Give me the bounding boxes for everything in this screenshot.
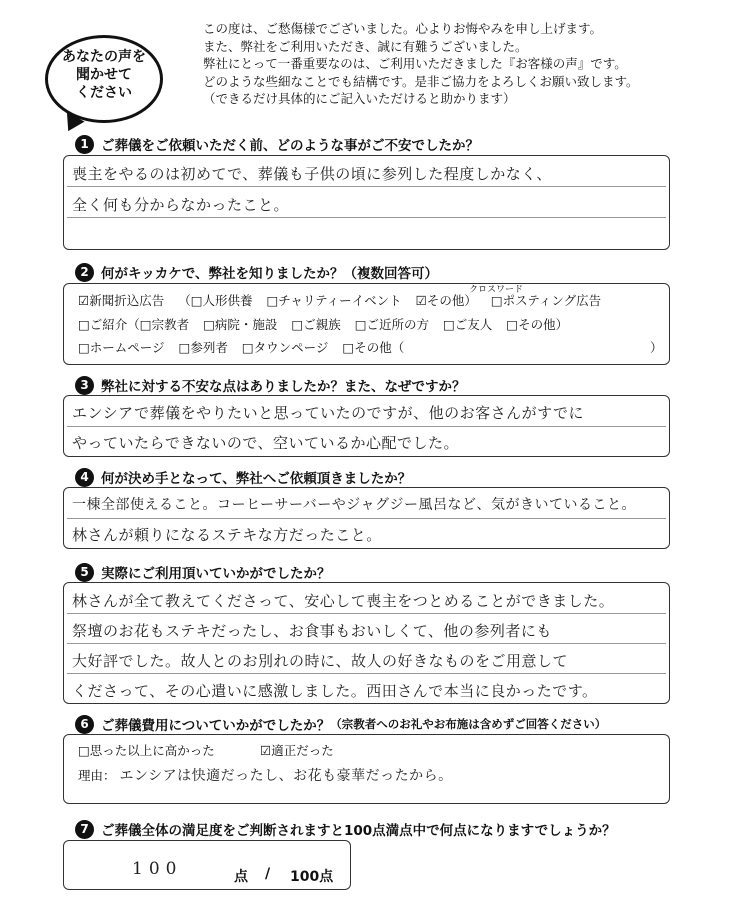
- question-number: 1: [75, 135, 94, 154]
- question-number: 4: [75, 468, 94, 487]
- question-4-heading: [75, 467, 411, 487]
- question-sublabel: （宗教者へのお礼やお布施は含めずご回答ください）: [330, 717, 607, 731]
- option-row: [78, 315, 578, 333]
- intro-line: また、弊社をご利用いただき、誠に有難うございました。: [203, 38, 528, 54]
- option-townpage[interactable]: □タウンページ: [241, 340, 329, 355]
- ruled-line: [67, 643, 666, 644]
- bubble-tail: [59, 112, 84, 136]
- options-box-2: [63, 283, 670, 365]
- question-number: 3: [75, 376, 94, 395]
- option-other[interactable]: □その他（: [342, 340, 405, 355]
- option-row: [260, 741, 334, 759]
- option-newspaper-insert[interactable]: ☑新聞折込広告: [78, 293, 165, 308]
- question-label: ご葬儀費用についていかがでしたか？: [101, 718, 331, 734]
- speech-bubble: [45, 35, 163, 123]
- question-6-heading: [75, 714, 606, 734]
- handwritten-note: クロスワード: [469, 285, 524, 295]
- ruled-line: [67, 613, 666, 614]
- intro-line: この度は、ご愁傷様でございました。心よりお悔やみを申し上げます。: [203, 21, 603, 36]
- reason-label: 理由：: [78, 768, 116, 783]
- option-neighbors[interactable]: □ご近所の方: [354, 317, 430, 332]
- option-attendee[interactable]: □参列者: [178, 340, 228, 355]
- question-2-heading: [75, 262, 438, 282]
- score-separator: /: [265, 866, 271, 882]
- answer-box-4[interactable]: [63, 487, 670, 549]
- handwritten-answer: 祭壇のお花もステキだったし、お食事もおいしくて、他の参列者にも: [72, 622, 552, 640]
- question-label: ご葬儀全体の満足度をご判断されますと100点満点中で何点になりますでしょうか？: [101, 823, 616, 839]
- option-row: [78, 338, 663, 356]
- option-hospital[interactable]: □病院・施設: [203, 317, 278, 332]
- option-charity-event[interactable]: □チャリティーイベント: [266, 293, 402, 308]
- option-reasonable[interactable]: ☑適正だった: [260, 743, 334, 758]
- question-label: 何が決め手となって、弊社へご依頼頂きましたか？: [101, 471, 412, 487]
- option-row: [78, 291, 611, 309]
- question-label: ご葬儀をご依頼いただく前、どのような事がご不安でしたか？: [101, 138, 479, 154]
- intro-line: どのような些細なことでも結構です。是非ご協力をよろしくお願い致します。: [203, 73, 639, 89]
- answer-box-3[interactable]: [63, 395, 670, 457]
- option-referral-clergy[interactable]: □ご紹介（□宗教者: [78, 317, 190, 332]
- handwritten-answer: やっていたらできないので、空いているか心配でした。: [72, 434, 460, 452]
- intro-text: [203, 20, 733, 108]
- question-label: 実際にご利用頂いていかがでしたか？: [101, 566, 331, 582]
- answer-box-5[interactable]: [63, 582, 670, 704]
- option-expensive[interactable]: □思った以上に高かった: [78, 743, 215, 758]
- ruled-line: [67, 426, 666, 427]
- question-number: 5: [75, 563, 94, 582]
- handwritten-answer: 大好評でした。故人とのお別れの時に、故人の好きなものをご用意して: [72, 652, 569, 670]
- question-number: 7: [75, 820, 94, 839]
- option-homepage[interactable]: □ホームページ: [78, 340, 165, 355]
- bubble-line: あなたの声を: [62, 49, 146, 65]
- handwritten-score: 100: [132, 859, 183, 879]
- handwritten-answer: エンシアで葬儀をやりたいと思っていたのですが、他のお客さんがすでに: [72, 404, 585, 422]
- question-label: 何がキッカケで、弊社を知りましたか？（複数回答可）: [101, 266, 438, 282]
- intro-line: （できるだけ具体的にご記入いただけると助かります）: [203, 91, 516, 106]
- question-5-heading: [75, 562, 331, 582]
- option-other-insert[interactable]: ☑その他）: [415, 293, 477, 308]
- option-other-referral[interactable]: □その他）: [506, 317, 569, 332]
- ruled-line: [67, 186, 666, 187]
- option-doll-memorial[interactable]: （□人形供養: [178, 293, 253, 308]
- answer-box-1[interactable]: [63, 155, 670, 250]
- intro-line: 弊社にとって一番重要なのは、ご利用いただきました『お客様の声』です。: [203, 56, 627, 71]
- handwritten-answer: 全く何も分からなかったこと。: [72, 196, 290, 214]
- ruled-line: [67, 217, 666, 218]
- handwritten-answer: くださって、その心遣いに感激しました。西田さんで本当に良かったです。: [72, 682, 598, 700]
- bubble-line: ください: [76, 85, 132, 101]
- question-number: 2: [75, 263, 94, 282]
- option-friends[interactable]: □ご友人: [443, 317, 493, 332]
- score-unit: 点: [234, 869, 248, 885]
- handwritten-answer: 一棟全部使えること。コーヒーサーバーやジャグジー風呂など、気がきいていること。: [72, 497, 636, 513]
- question-1-heading: [75, 134, 479, 154]
- question-label: 弊社に対する不安な点はありましたか？また、なぜですか？: [101, 379, 466, 395]
- option-posting-ad[interactable]: □ポスティング広告: [490, 293, 602, 308]
- handwritten-answer: 林さんが頼りになるステキな方だったこと。: [72, 526, 382, 544]
- option-other-close: ）: [650, 340, 663, 355]
- handwritten-answer: エンシアは快適だったし、お花も豪華だったから。: [119, 768, 453, 784]
- question-number: 6: [75, 715, 94, 734]
- ruled-line: [67, 518, 666, 519]
- reason-row: [78, 765, 453, 785]
- answer-box-6: [63, 734, 670, 804]
- question-3-heading: [75, 375, 466, 395]
- score-box[interactable]: [63, 840, 351, 890]
- handwritten-answer: 喪主をやるのは初めてで、葬儀も子供の頃に参列した程度しかなく、: [72, 165, 552, 183]
- option-relatives[interactable]: □ご親族: [291, 317, 341, 332]
- option-row: [78, 741, 215, 759]
- score-max: 100点: [290, 869, 334, 885]
- ruled-line: [67, 673, 666, 674]
- bubble-line: 聞かせて: [76, 67, 132, 83]
- handwritten-answer: 林さんが全て教えてくださって、安心して喪主をつとめることができました。: [72, 592, 615, 610]
- question-7-heading: [75, 819, 616, 839]
